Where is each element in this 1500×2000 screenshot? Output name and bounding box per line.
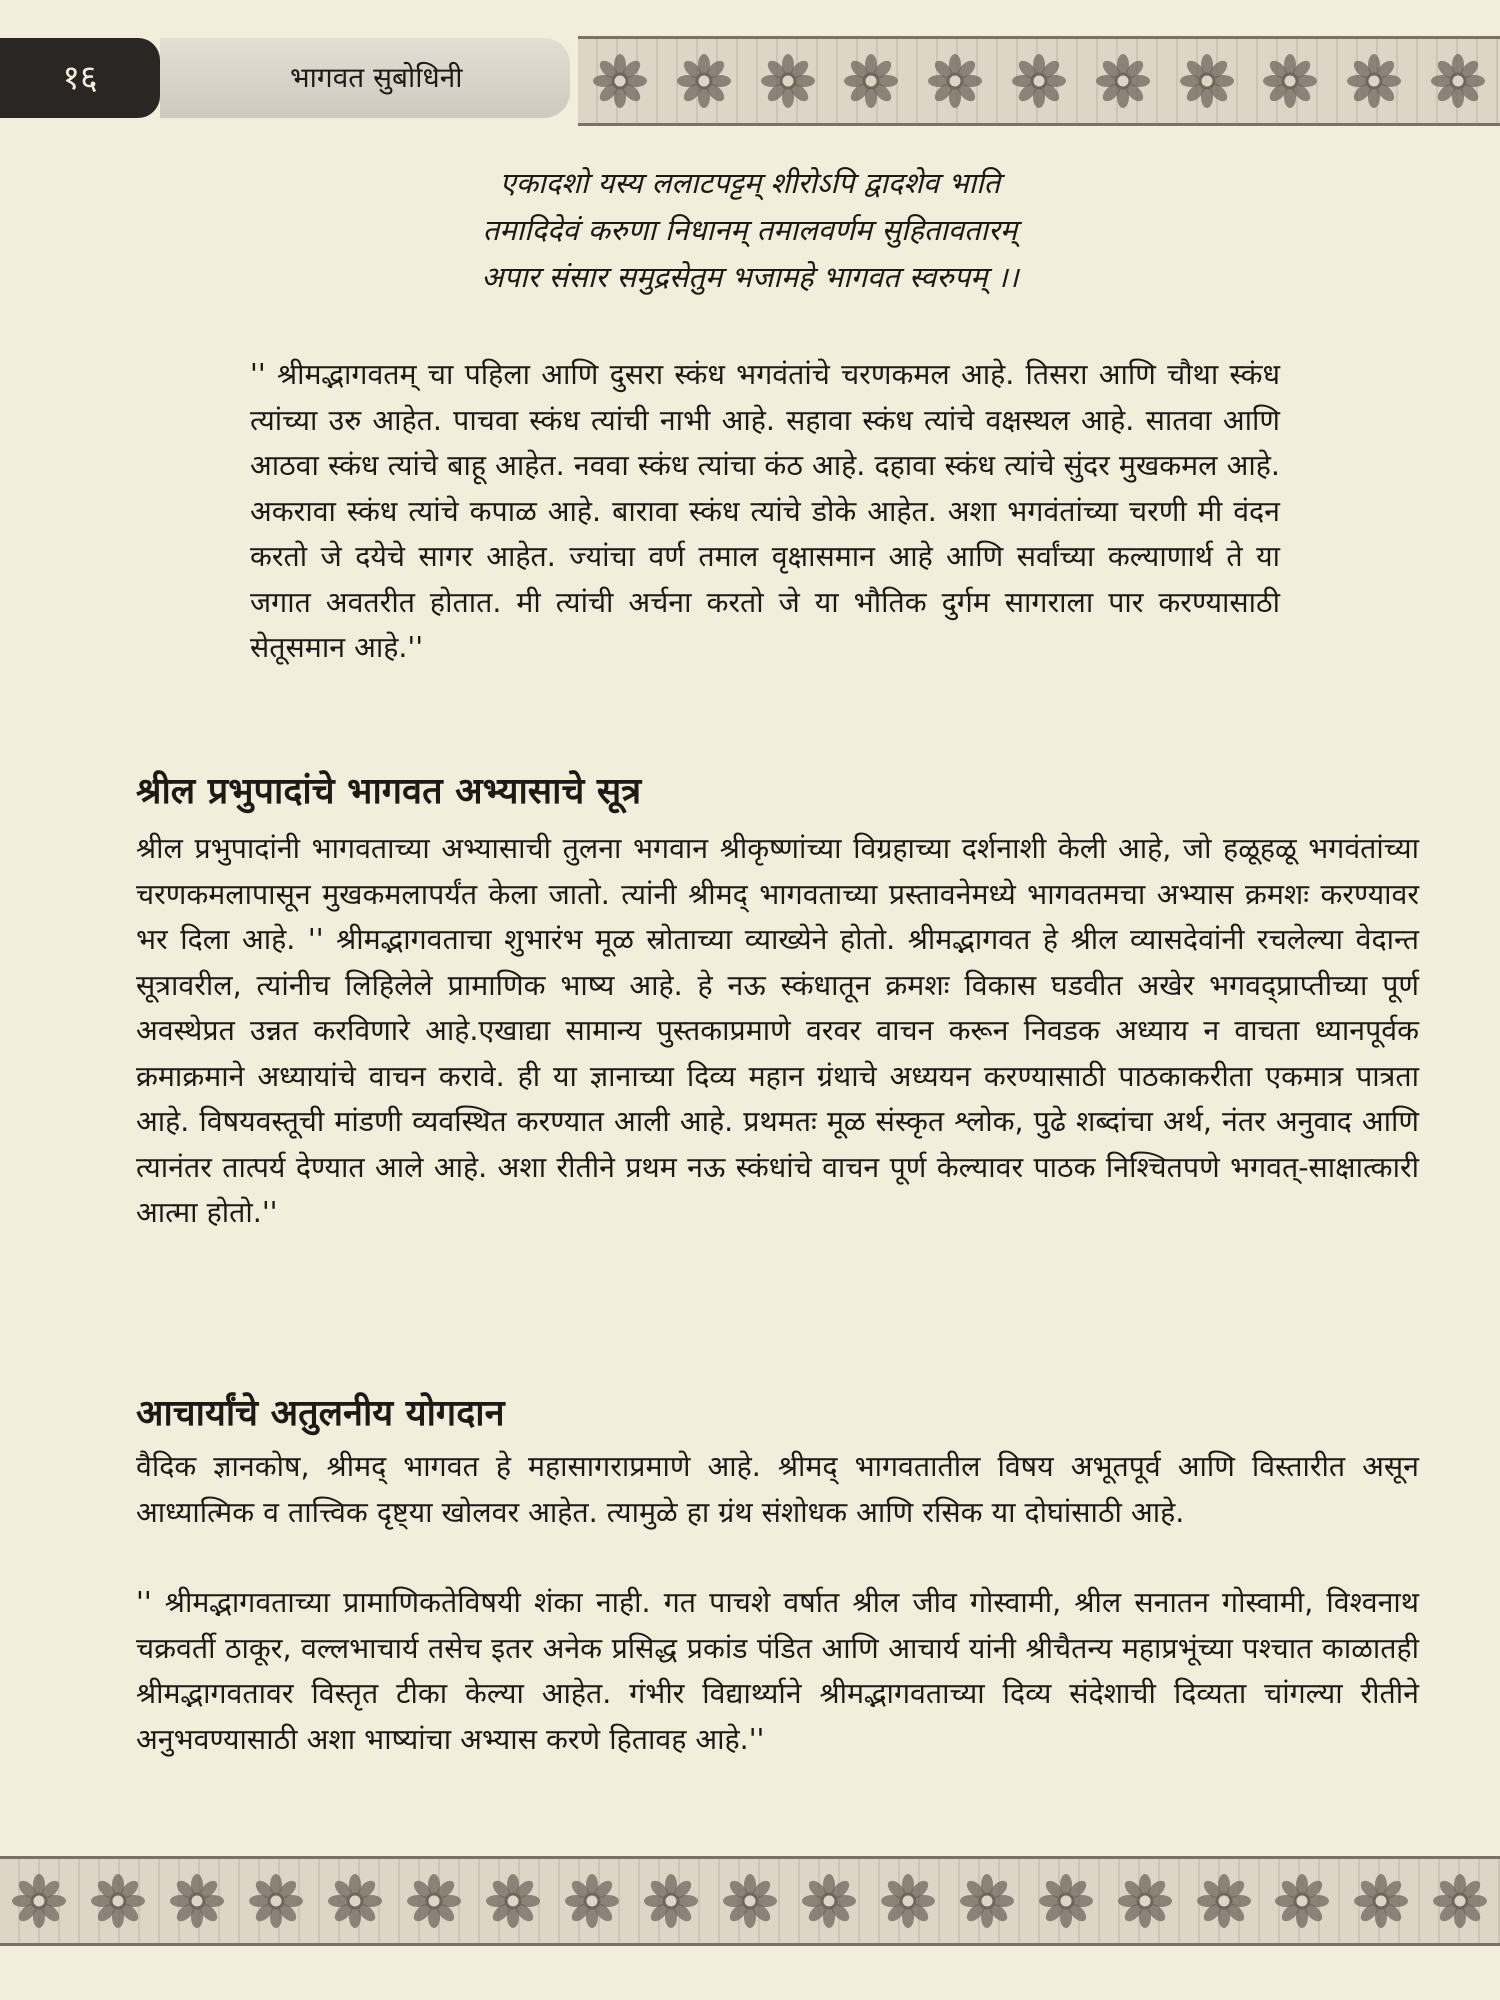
sanskrit-verse: [300, 160, 1200, 301]
flower-ornament-icon: [1034, 1869, 1098, 1933]
flower-ornament-icon: [876, 1869, 940, 1933]
flower-ornament-icon: [1007, 49, 1071, 113]
running-header-title: भागवत सुबोधिनी: [160, 38, 570, 118]
flower-ornament-icon: [756, 49, 820, 113]
acharya-quote-text: '' श्रीमद्भागवताच्या प्रामाणिकतेविषयी शंका नाही. गत पाचशे वर्षात श्रील जीव गोस्वामी, श्रील सनातन गोस्वामी, विश्वनाथ चक्रवर्ती ठाकूर, वल्लभाचार्य तसेच इतर अनेक प्रसिद्ध प्रकांड पंडित आणि आचार्य यांनी श्रीचैतन्य महाप्रभूंच्या पश्चात काळातही श्रीमद्भागवतावर विस्तृत टीका केल्या आहेत. गंभीर विद्यार्थ्याने श्रीमद्भागवताच्या दिव्य संदेशाची दिव्यता चांगल्या रीतीने अनुभवण्यासाठी अशा भाष्यांचा अभ्यास करणे हितावह आहे.'': [136, 1586, 1419, 1756]
section-body-intro: [136, 1444, 1419, 1535]
page-number: १६: [0, 38, 160, 118]
flower-ornament-icon: [1428, 1869, 1492, 1933]
flower-ornament-icon: [1426, 49, 1490, 113]
flower-ornament-icon: [1349, 1869, 1413, 1933]
verse-line-1: एकादशो यस्य ललाटपट्टम् शीरोऽपि द्वादशेव भाति: [499, 166, 1001, 200]
flower-ornament-icon: [672, 49, 736, 113]
study-method-text: श्रील प्रभुपादांनी भागवताच्या अभ्यासाची तुलना भगवान श्रीकृष्णांच्या विग्रहाच्या दर्शनाशी केली आहे, जो हळूहळू भगवंतांच्या चरणकमलापासून मुखकमलापर्यंत केला जातो. त्यांनी श्रीमद् भागवताच्या प्रस्तावनेमध्ये भागवतमचा अभ्यास क्रमशः करण्यावर भर दिला आहे. '' श्रीमद्भागवताचा शुभारंभ मूळ स्रोताच्या व्याख्येने होतो. श्रीमद्भागवत हे श्रील व्यासदेवांनी रचलेल्या वेदान्त सूत्रावरील, त्यांनीच लिहिलेले प्रामाणिक भाष्य आहे. हे नऊ स्कंधातून क्रमशः विकास घडवीत अखेर भगवद्प्राप्तीच्या पूर्ण अवस्थेप्रत उन्नत करविणारे आहे.एखाद्या सामान्य पुस्तकाप्रमाणे वरवर वाचन करून निवडक अध्याय न वाचता ध्यानपूर्वक क्रमाक्रमाने अध्यायांचे वाचन करावे. ही या ज्ञानाच्या दिव्य महान ग्रंथाचे अध्ययन करण्यासाठी पाठकाकरीता एकमात्र पात्रता आहे. विषयवस्तूची मांडणी व्यवस्थित करण्यात आली आहे. प्रथमतः मूळ संस्कृत श्लोक, पुढे शब्दांचा अर्थ, नंतर अनुवाद आणि त्यानंतर तात्पर्य देण्यात आले आहे. अशा रीतीने प्रथम नऊ स्कंधांचे वाचन पूर्ण केल्यावर पाठक निश्चितपणे भगवत्-साक्षात्कारी आत्मा होतो.'': [136, 832, 1419, 1229]
flower-ornament-icon: [923, 49, 987, 113]
flower-ornament-icon: [323, 1869, 387, 1933]
flower-ornament-icon: [839, 49, 903, 113]
top-ornamental-border: [578, 36, 1500, 126]
flower-ornament-icon: [718, 1869, 782, 1933]
bottom-ornamental-border: [0, 1856, 1500, 1946]
flower-ornament-icon: [1258, 49, 1322, 113]
acharya-intro-text: वैदिक ज्ञानकोष, श्रीमद् भागवत हे महासागराप्रमाणे आहे. श्रीमद् भागवतातील विषय अभूतपूर्व आणि विस्तारीत असून आध्यात्मिक व तात्त्विक दृष्ट्या खोलवर आहेत. त्यामुळे हा ग्रंथ संशोधक आणि रसिक या दोघांसाठी आहे.: [136, 1450, 1419, 1529]
flower-ornament-icon: [481, 1869, 545, 1933]
section-heading-acharya-contribution: आचार्यांचे अतुलनीय योगदान: [136, 1393, 505, 1434]
flower-ornament-icon: [402, 1869, 466, 1933]
flower-ornament-icon: [1175, 49, 1239, 113]
flower-ornament-icon: [1113, 1869, 1177, 1933]
section-body-quote: [136, 1580, 1419, 1762]
flower-ornament-icon: [1192, 1869, 1256, 1933]
flower-ornament-icon: [7, 1869, 71, 1933]
translation-text: '' श्रीमद्भागवतम् चा पहिला आणि दुसरा स्कंध भगवंतांचे चरणकमल आहे. तिसरा आणि चौथा स्कंध त्यांच्या उरु आहेत. पाचवा स्कंध त्यांची नाभी आहे. सहावा स्कंध त्यांचे वक्षस्थल आहे. सातवा आणि आठवा स्कंध त्यांचे बाहू आहेत. नववा स्कंध त्यांचा कंठ आहे. दहावा स्कंध त्यांचे सुंदर मुखकमल आहे. अकरावा स्कंध त्यांचे कपाळ आहे. बारावा स्कंध त्यांचे डोके आहेत. अशा भगवंतांच्या चरणी मी वंदन करतो जे दयेचे सागर आहेत. ज्यांचा वर्ण तमाल वृक्षासमान आहे आणि सर्वांच्या कल्याणार्थ ते या जगात अवतरीत होतात. मी त्यांची अर्चना करतो जे या भौतिक दुर्गम सागराला पार करण्यासाठी सेतूसमान आहे.'': [250, 358, 1280, 664]
verse-translation: [250, 352, 1280, 671]
flower-ornament-icon: [1091, 49, 1155, 113]
flower-ornament-icon: [165, 1869, 229, 1933]
section-body-study-method: [136, 826, 1419, 1236]
flower-ornament-icon: [86, 1869, 150, 1933]
flower-ornament-icon: [560, 1869, 624, 1933]
flower-ornament-icon: [797, 1869, 861, 1933]
flower-ornament-icon: [588, 49, 652, 113]
verse-line-2: तमादिदेवं करुणा निधानम् तमालवर्णम सुहितावतारम्: [482, 213, 1018, 247]
flower-ornament-icon: [1270, 1869, 1334, 1933]
flower-ornament-icon: [244, 1869, 308, 1933]
flower-ornament-icon: [955, 1869, 1019, 1933]
section-heading-study-method: श्रील प्रभुपादांचे भागवत अभ्यासाचे सूत्र: [136, 771, 642, 812]
flower-ornament-icon: [1342, 49, 1406, 113]
verse-line-3: अपार संसार समुद्रसेतुम भजामहे भागवत स्वरुपम् ।।: [481, 260, 1019, 294]
flower-ornament-icon: [639, 1869, 703, 1933]
